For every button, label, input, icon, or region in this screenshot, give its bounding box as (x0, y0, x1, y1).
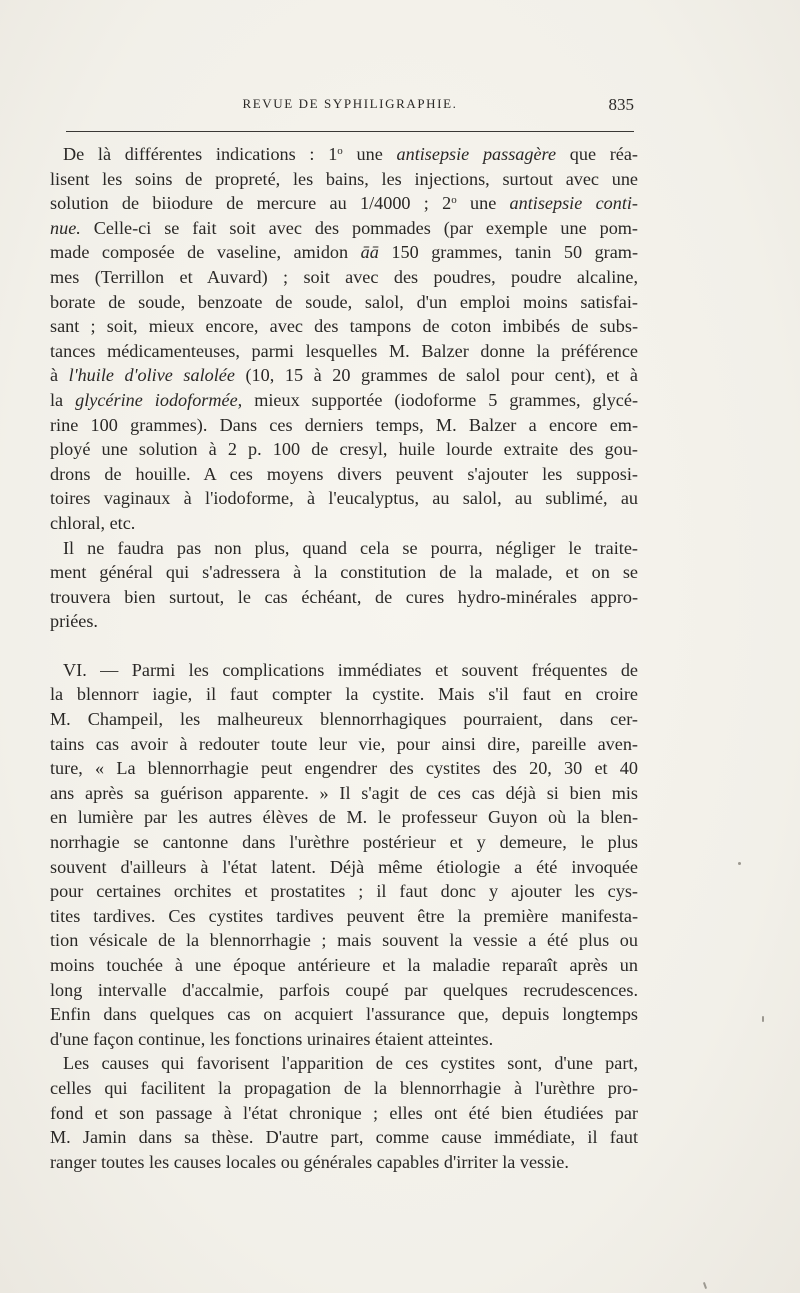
text-line: tances médicamenteuses, parmi lesquelles M. Balzer donne la préférence (50, 340, 638, 361)
text-line: M. Champeil, les malheureux blennorrhagiques pourraient, dans cer- (50, 709, 638, 730)
text-line: VI. — Parmi les complications immédiates et souvent fréquentes de (63, 659, 638, 680)
text-line: rine 100 grammes). Dans ces derniers temps, M. Balzer a encore em- (50, 414, 638, 435)
header-rule (66, 131, 634, 132)
text-line: ment général qui s'adressera à la constitution de la malade, et on se (50, 562, 638, 583)
text-line: d'une façon continue, les fonctions urinaires étaient atteintes. (50, 1028, 494, 1049)
text-line: lisent les soins de propreté, les bains, les injections, surtout avec une (50, 168, 638, 189)
text-line: Enfin dans quelques cas on acquiert l'assurance que, depuis longtemps (50, 1004, 638, 1025)
text-line: la glycérine iodoformée, mieux supportée (iodoforme 5 grammes, glycé- (50, 389, 638, 410)
text-line: sant ; soit, mieux encore, avec des tampons de coton imbibés de subs- (50, 316, 638, 337)
text-line: priées. (50, 611, 98, 632)
paper-speck (703, 1282, 707, 1289)
text-line: drons de houille. A ces moyens divers peuvent s'ajouter les supposi- (50, 463, 638, 484)
text-line: De là différentes indications : 1$^o$ une antisepsie passagère que réa- (63, 144, 638, 164)
text-line: ture, « La blennorrhagie peut engendrer des cystites des 20, 30 et 40 (50, 758, 638, 779)
text-line: tites tardives. Ces cystites tardives peuvent être la première manifesta- (50, 905, 638, 926)
text-line: la blennorr iagie, il faut compter la cystite. Mais s'il faut en croire (50, 684, 638, 705)
text-line: celles qui facilitent la propagation de la blennorrhagie à l'urèthre pro- (50, 1077, 638, 1098)
text-line: tains cas avoir à redouter toute leur vie, pour ainsi dire, pareille aven- (50, 733, 638, 754)
text-line: made composée de vaseline, amidon āā 150 grammes, tanin 50 gram- (50, 242, 638, 263)
paragraph-causes (50, 1051, 638, 1174)
text-line: Les causes qui favorisent l'apparition de ces cystites sont, d'une part, (63, 1053, 638, 1074)
text-line: tion vésicale de la blennorrhagie ; mais souvent la vessie a été plus ou (50, 930, 638, 951)
text-line: nue. Celle-ci se fait soit avec des pommades (par exemple une pom- (50, 217, 638, 238)
body-text (50, 142, 638, 1174)
paper-speck (738, 862, 741, 865)
text-line: souvent d'ailleurs à l'état latent. Déjà même étiologie a été invoquée (50, 856, 638, 877)
text-line: ans après sa guérison apparente. » Il s'agit de ces cas déjà si bien mis (50, 782, 638, 803)
text-line: ployé une solution à 2 p. 100 de cresyl, huile lourde extraite des gou- (50, 439, 638, 460)
text-line: ranger toutes les causes locales ou générales capables d'irriter la vessie. (50, 1151, 569, 1172)
text-line: pour certaines orchites et prostatites ; il faut donc y ajouter les cys- (50, 881, 638, 902)
text-line: norrhagie se cantonne dans l'urèthre postérieur et y demeure, le plus (50, 832, 638, 853)
paragraph-section-vi (50, 658, 638, 1052)
text-line: à l'huile d'olive salolée (10, 15 à 20 grammes de salol pour cent), et à (50, 365, 639, 386)
text-line: long intervalle d'accalmie, parfois coupé par quelques recrudescences. (50, 979, 638, 1000)
text-line: moins touchée à une époque antérieure et la maladie reparaît après un (50, 955, 638, 975)
section-gap (50, 634, 638, 658)
text-line: mes (Terrillon et Auvard) ; soit avec des poudres, poudre alcaline, (50, 266, 638, 287)
paragraph-antisepsis (50, 142, 638, 536)
journal-title: REVUE DE SYPHILIGRAPHIE. (242, 96, 458, 111)
running-head (66, 96, 634, 122)
text-line: Il ne faudra pas non plus, quand cela se pourra, négliger le traite- (63, 537, 638, 558)
page-number: 835 (608, 95, 634, 114)
text-line: borate de soude, benzoate de soude, salol, d'un emploi moins satisfai- (50, 291, 638, 312)
text-line: trouvera bien surtout, le cas échéant, de cures hydro-minérales appro- (50, 586, 638, 607)
text-line: en lumière par les autres élèves de M. le professeur Guyon où la blen- (50, 807, 638, 828)
text-line: solution de biiodure de mercure au 1/4000 ; 2$^o$ une antisepsie conti- (50, 193, 638, 214)
paper-speck (762, 1016, 764, 1022)
text-line: M. Jamin dans sa thèse. D'autre part, comme cause immédiate, il faut (50, 1127, 638, 1148)
text-line: toires vaginaux à l'iodoforme, à l'eucalyptus, au salol, au sublimé, au (50, 488, 638, 509)
text-line: fond et son passage à l'état chronique ; elles ont été bien étudiées par (50, 1102, 638, 1123)
paragraph-general-treatment (50, 536, 638, 634)
text-line: chloral, etc. (50, 512, 136, 533)
